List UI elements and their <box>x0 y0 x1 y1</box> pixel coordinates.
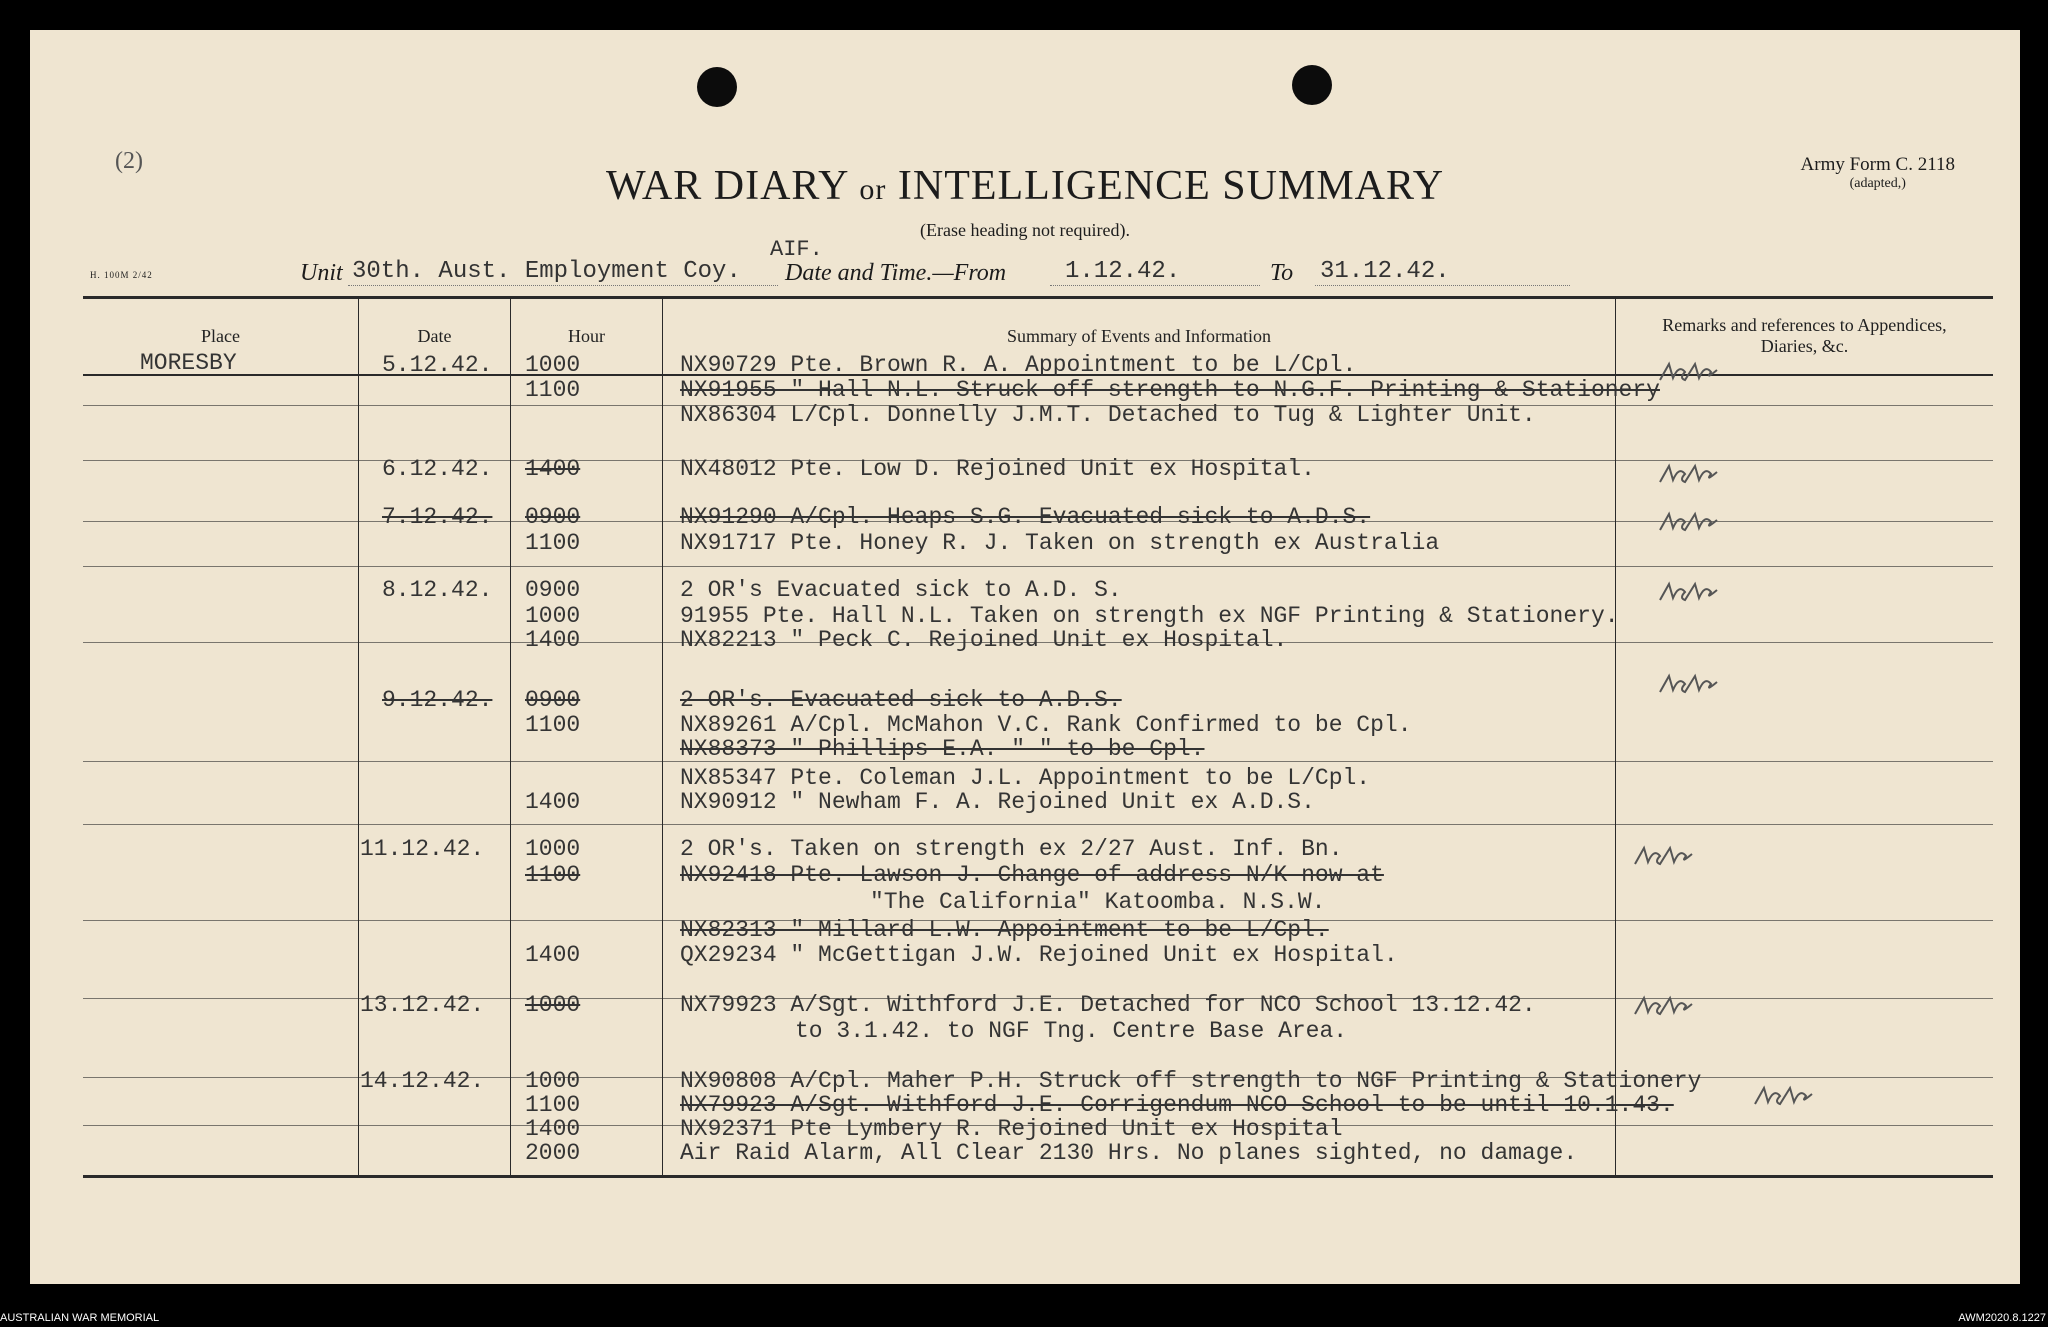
hour-cell: 1400 <box>525 456 581 482</box>
entry-text: NX90808 A/Cpl. Maher P.H. Struck off strength to NGF Printing & Stationery <box>680 1068 1702 1094</box>
title-part1: WAR DIARY <box>605 163 848 209</box>
entry-text: NX90729 Pte. Brown R. A. Appointment to be L/Cpl. <box>680 352 1357 378</box>
handwritten-initials <box>1655 578 1725 608</box>
entry-text: 2 OR's. Taken on strength ex 2/27 Aust. Inf. Bn. <box>680 836 1343 862</box>
handwritten-initials <box>1630 842 1700 872</box>
to-label: To <box>1270 260 1294 286</box>
header-hour: Hour <box>568 325 605 346</box>
entry-text: QX29234 " McGettigan J.W. Rejoined Unit ex Hospital. <box>680 942 1398 968</box>
form-number: (2) <box>115 148 143 174</box>
hour-cell: 1100 <box>525 862 581 888</box>
punch-hole-left <box>697 67 737 107</box>
entry-text: Air Raid Alarm, All Clear 2130 Hrs. No planes sighted, no damage. <box>680 1140 1578 1166</box>
header-summary: Summary of Events and Information <box>1007 325 1271 346</box>
header-remarks: Remarks and references to Appendices, Diaries, &c. <box>1662 315 1947 356</box>
entry-text: NX91955 " Hall N.L. Struck off strength to N.G.F. Printing & Stationery <box>680 377 1660 403</box>
unit-label: Unit <box>300 260 343 286</box>
from-dotted-line <box>1050 285 1260 286</box>
footer-credit: AUSTRALIAN WAR MEMORIAL <box>0 1312 160 1324</box>
to-dotted-line <box>1315 285 1570 286</box>
hour-cell: 1100 <box>525 377 581 403</box>
entry-text: NX91717 Pte. Honey R. J. Taken on strength ex Australia <box>680 530 1440 556</box>
hour-cell: 0900 <box>525 504 581 530</box>
date-cell: 8.12.42. <box>382 577 493 603</box>
date-cell: 11.12.42. <box>360 836 485 862</box>
entry-text: NX82213 " Peck C. Rejoined Unit ex Hospital. <box>680 627 1288 653</box>
title-or: or <box>859 173 887 206</box>
hour-cell: 0900 <box>525 577 581 603</box>
date-cell: 7.12.42. <box>382 504 493 530</box>
diary-sheet <box>30 30 2020 1284</box>
col-divider-place <box>358 298 359 1176</box>
header-place: Place <box>201 325 240 346</box>
army-form: Army Form C. 2118 <box>1800 154 1955 175</box>
hour-cell: 1000 <box>525 992 581 1018</box>
row-rule <box>83 824 1993 825</box>
entry-text: 91955 Pte. Hall N.L. Taken on strength ex NGF Printing & Stationery. <box>680 603 1619 629</box>
table-bottom-rule <box>83 1175 1993 1178</box>
entry-text: NX86304 L/Cpl. Donnelly J.M.T. Detached to Tug & Lighter Unit. <box>680 402 1536 428</box>
unit-value: 30th. Aust. Employment Coy. <box>352 258 741 285</box>
date-time-label: Date and Time.—From <box>785 260 1007 286</box>
army-form-note: (adapted,) <box>1849 176 1906 191</box>
hour-cell: 0900 <box>525 687 581 713</box>
to-date: 31.12.42. <box>1320 258 1450 285</box>
hour-cell: 1000 <box>525 352 581 378</box>
hour-cell: 1000 <box>525 1068 581 1094</box>
entry-text: NX91290 A/Cpl. Heaps S.G. Evacuated sick to A.D.S. <box>680 504 1371 530</box>
handwritten-initials <box>1655 508 1725 538</box>
handwritten-initials <box>1655 358 1725 388</box>
hour-cell: 1000 <box>525 836 581 862</box>
date-cell: 6.12.42. <box>382 456 493 482</box>
unit-dotted-line <box>348 285 778 286</box>
handwritten-initials <box>1630 992 1700 1022</box>
date-cell: 5.12.42. <box>382 352 493 378</box>
handwritten-initials <box>1750 1082 1820 1112</box>
entry-text: NX89261 A/Cpl. McMahon V.C. Rank Confirmed to be Cpl. <box>680 712 1412 738</box>
hour-cell: 1100 <box>525 1092 581 1118</box>
punch-hole-right <box>1292 65 1332 105</box>
place-cell: MORESBY <box>140 350 237 376</box>
hour-cell: 1100 <box>525 530 581 556</box>
hour-cell: 1400 <box>525 627 581 653</box>
entry-text: 2 OR's. Evacuated sick to A.D.S. <box>680 687 1122 713</box>
hour-cell: 1100 <box>525 712 581 738</box>
title-part2: INTELLIGENCE SUMMARY <box>897 163 1445 209</box>
hour-cell: 1400 <box>525 789 581 815</box>
col-divider-date <box>510 298 511 1176</box>
hour-cell: 2000 <box>525 1140 581 1166</box>
print-code: H. 100M 2/42 <box>90 270 153 280</box>
entry-text: NX79923 A/Sgt. Withford J.E. Corrigendum NCO School to be until 10.1.43. <box>680 1092 1674 1118</box>
handwritten-initials <box>1655 460 1725 490</box>
header-date: Date <box>417 325 452 346</box>
handwritten-initials <box>1655 670 1725 700</box>
date-cell: 9.12.42. <box>382 687 493 713</box>
entry-text: NX82313 " Millard L.W. Appointment to be L/Cpl. <box>680 917 1329 943</box>
entry-text: NX92418 Pte. Lawson J. Change of address N/K now at <box>680 862 1384 888</box>
date-cell: 13.12.42. <box>360 992 485 1018</box>
date-cell: 14.12.42. <box>360 1068 485 1094</box>
page-title <box>30 162 2020 210</box>
hour-cell: 1000 <box>525 603 581 629</box>
army-form-label <box>1801 154 1955 192</box>
entry-text: NX88373 " Phillips E.A. " " to be Cpl. <box>680 736 1205 762</box>
col-divider-summary <box>1615 298 1616 1176</box>
row-rule <box>83 566 1993 567</box>
entry-text: NX90912 " Newham F. A. Rejoined Unit ex A.D.S. <box>680 789 1315 815</box>
entry-text: 2 OR's Evacuated sick to A.D. S. <box>680 577 1122 603</box>
entry-text: NX92371 Pte Lymbery R. Rejoined Unit ex Hospital <box>680 1116 1343 1142</box>
from-date: 1.12.42. <box>1065 258 1181 285</box>
footer-reference: AWM2020.8.1227 <box>1958 1312 2046 1324</box>
hour-cell: 1400 <box>525 942 581 968</box>
entry-text: "The California" Katoomba. N.S.W. <box>870 889 1326 915</box>
col-divider-hour <box>662 298 663 1176</box>
force-label: AIF. <box>770 237 823 262</box>
hour-cell: 1400 <box>525 1116 581 1142</box>
entry-text: NX48012 Pte. Low D. Rejoined Unit ex Hospital. <box>680 456 1315 482</box>
entry-text: NX79923 A/Sgt. Withford J.E. Detached for NCO School 13.12.42. <box>680 992 1536 1018</box>
entry-text: NX85347 Pte. Coleman J.L. Appointment to be L/Cpl. <box>680 765 1371 791</box>
subtitle: (Erase heading not required). <box>920 220 1130 240</box>
entry-text: to 3.1.42. to NGF Tng. Centre Base Area. <box>795 1018 1348 1044</box>
